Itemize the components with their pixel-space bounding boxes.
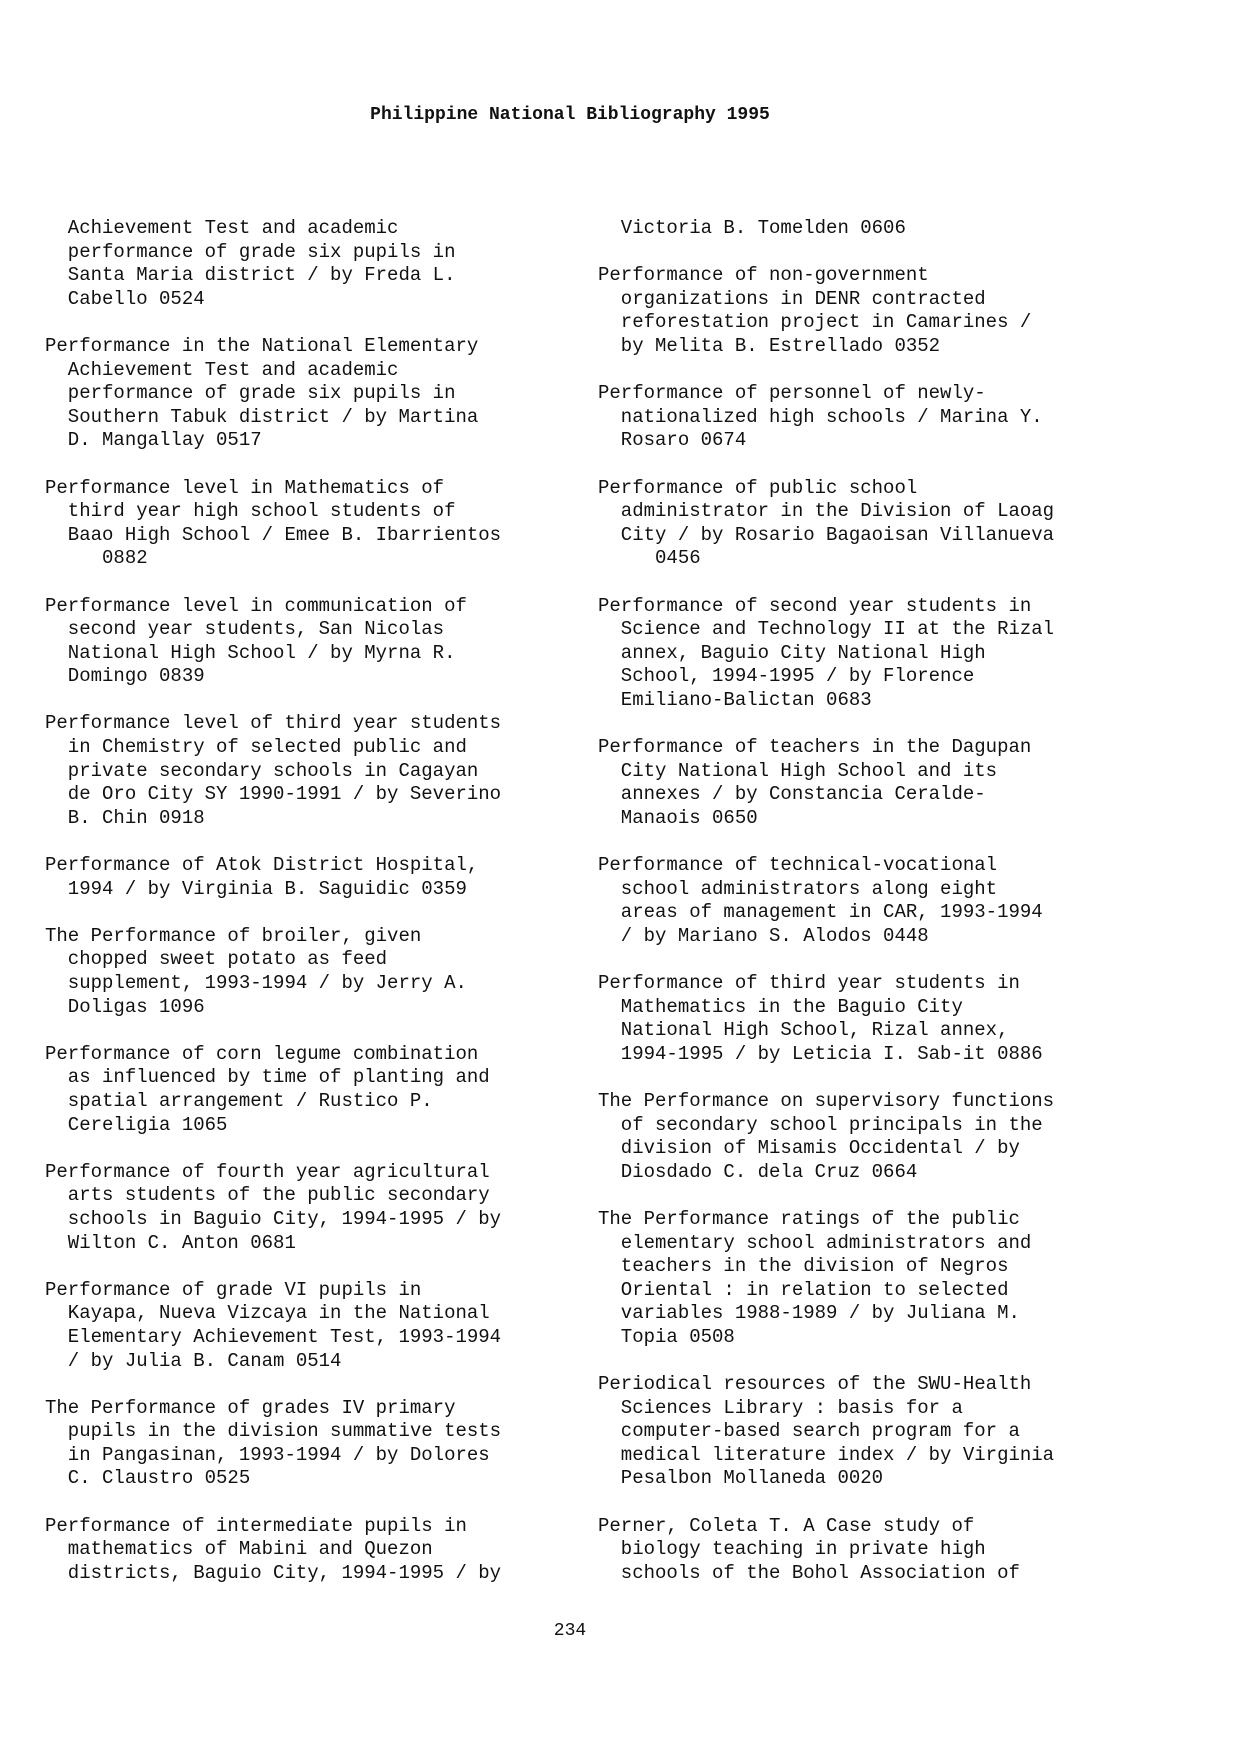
entry-line: schools in Baguio City, 1994-1995 / by — [45, 1207, 502, 1230]
entry-line: Performance of third year students in — [598, 972, 1020, 994]
entry-line: Performance of grade VI pupils in — [45, 1278, 422, 1301]
entry-line: School, 1994-1995 / by Florence — [598, 665, 975, 688]
entry-line: Kayapa, Nueva Vizcaya in the National — [45, 1302, 490, 1325]
entry-line: 1994 / by Virginia B. Saguidic 0359 — [45, 877, 467, 900]
bibliography-entry — [598, 217, 1138, 241]
entry-line: Performance of intermediate pupils in — [45, 1514, 467, 1537]
entry-line: 1994-1995 / by Leticia I. Sab-it 0886 — [598, 1042, 1043, 1065]
entry-line: school administrators along eight — [598, 877, 998, 900]
entry-line: Victoria B. Tomelden 0606 — [598, 217, 906, 239]
entry-line: / by Julia B. Canam 0514 — [45, 1349, 342, 1372]
entry-line: Rosaro 0674 — [598, 429, 747, 452]
bibliography-entry — [45, 1161, 585, 1255]
bibliography-entry — [45, 1279, 585, 1373]
entry-line: City / by Rosario Bagaoisan Villanueva — [598, 523, 1055, 546]
entry-line: Santa Maria district / by Freda L. — [45, 264, 456, 287]
entry-line: pupils in the division summative tests — [45, 1420, 502, 1443]
entry-line: Performance of teachers in the Dagupan — [598, 736, 1032, 759]
bibliography-entry — [45, 335, 585, 453]
entry-line: chopped sweet potato as feed — [45, 948, 388, 971]
entry-line: annexes / by Constancia Ceralde- — [598, 783, 986, 806]
entry-line: medical literature index / by Virginia — [598, 1443, 1055, 1466]
entry-line: D. Mangallay 0517 — [45, 429, 262, 452]
bibliography-entry — [598, 477, 1138, 571]
entry-line: Perner, Coleta T. A Case study of — [598, 1514, 975, 1537]
entry-line: Performance of technical-vocational — [598, 854, 998, 877]
entry-line: division of Misamis Occidental / by — [598, 1137, 1020, 1160]
entry-line: Achievement Test and academic — [45, 358, 399, 381]
entry-line: elementary school administrators and — [598, 1231, 1032, 1254]
bibliography-entry — [45, 854, 585, 901]
entry-line: Cabello 0524 — [45, 287, 205, 310]
entry-line: Achievement Test and academic — [45, 217, 399, 239]
entry-line: performance of grade six pupils in — [45, 382, 456, 405]
entry-line: Performance of Atok District Hospital, — [45, 854, 479, 877]
entry-line: Doligas 1096 — [45, 995, 205, 1018]
entry-line: National High School, Rizal annex, — [598, 1019, 1009, 1042]
entry-line: biology teaching in private high — [598, 1538, 986, 1561]
entry-line: The Performance of broiler, given — [45, 924, 422, 947]
entry-line: Periodical resources of the SWU-Health — [598, 1373, 1032, 1396]
entry-line: Manaois 0650 — [598, 806, 758, 829]
bibliography-entry — [598, 736, 1138, 830]
entry-line: The Performance ratings of the public — [598, 1207, 1020, 1230]
entry-line: C. Claustro 0525 — [45, 1467, 251, 1490]
bibliography-entry — [598, 1208, 1138, 1350]
entry-line: administrator in the Division of Laoag — [598, 500, 1055, 523]
entry-line: Performance of public school — [598, 476, 918, 499]
bibliography-entry — [45, 1043, 585, 1137]
entry-line: National High School / by Myrna R. — [45, 641, 456, 664]
entry-line: Performance in the National Elementary — [45, 334, 479, 357]
entry-line: schools of the Bohol Association of — [598, 1561, 1020, 1584]
bibliography-entry — [598, 1373, 1138, 1491]
bibliography-entry — [45, 595, 585, 689]
bibliography-entry — [598, 264, 1138, 358]
entry-line: Baao High School / Emee B. Ibarrientos — [45, 523, 502, 546]
entry-line: Sciences Library : basis for a — [598, 1396, 963, 1419]
entry-line: Performance of non-government — [598, 264, 929, 287]
entry-line: Performance of second year students in — [598, 594, 1032, 617]
page-number: 234 — [553, 1621, 587, 1641]
entry-line: Performance level of third year students — [45, 712, 502, 735]
entry-line: B. Chin 0918 — [45, 806, 205, 829]
entry-line: Performance level in Mathematics of — [45, 476, 445, 499]
entry-line: 0882 — [45, 547, 148, 570]
bibliography-entry — [45, 1515, 585, 1586]
bibliography-entry — [598, 972, 1138, 1066]
bibliography-entry — [45, 925, 585, 1019]
bibliography-entry — [45, 712, 585, 830]
entry-line: The Performance on supervisory functions — [598, 1089, 1055, 1112]
entry-line: de Oro City SY 1990-1991 / by Severino — [45, 783, 502, 806]
entry-line: arts students of the public secondary — [45, 1184, 490, 1207]
bibliography-entry — [598, 382, 1138, 453]
bibliography-entry — [598, 595, 1138, 713]
entry-line: Wilton C. Anton 0681 — [45, 1231, 296, 1254]
entry-line: of secondary school principals in the — [598, 1113, 1043, 1136]
entry-line: Pesalbon Mollaneda 0020 — [598, 1467, 884, 1490]
entry-line: supplement, 1993-1994 / by Jerry A. — [45, 972, 467, 994]
entry-line: areas of management in CAR, 1993-1994 — [598, 901, 1043, 924]
entry-line: Performance of corn legume combination — [45, 1042, 479, 1065]
entry-line: as influenced by time of planting and — [45, 1066, 490, 1089]
entry-line: Performance of fourth year agricultural — [45, 1160, 490, 1183]
entry-line: third year high school students of — [45, 500, 456, 523]
entry-line: teachers in the division of Negros — [598, 1255, 1009, 1278]
right-column — [598, 217, 1138, 1609]
entry-line: Science and Technology II at the Rizal — [598, 618, 1055, 641]
entry-line: in Chemistry of selected public and — [45, 736, 467, 759]
entry-line: Cereligia 1065 — [45, 1113, 228, 1136]
bibliography-entry — [45, 477, 585, 571]
entry-line: computer-based search program for a — [598, 1420, 1020, 1443]
entry-line: annex, Baguio City National High — [598, 641, 986, 664]
entry-line: Performance of personnel of newly- — [598, 382, 986, 405]
entry-line: private secondary schools in Cagayan — [45, 759, 479, 782]
entry-line: Domingo 0839 — [45, 665, 205, 688]
entry-line: Elementary Achievement Test, 1993-1994 — [45, 1325, 502, 1348]
entry-line: Performance level in communication of — [45, 594, 467, 617]
entry-line: districts, Baguio City, 1994-1995 / by — [45, 1561, 502, 1584]
entry-line: reforestation project in Camarines / — [598, 311, 1032, 334]
entry-line: organizations in DENR contracted — [598, 287, 986, 310]
bibliography-entry — [45, 217, 585, 311]
entry-line: Diosdado C. dela Cruz 0664 — [598, 1160, 918, 1183]
entry-line: City National High School and its — [598, 759, 998, 782]
entry-line: by Melita B. Estrellado 0352 — [598, 334, 941, 357]
bibliography-entry — [598, 1515, 1138, 1586]
entry-line: mathematics of Mabini and Quezon — [45, 1538, 433, 1561]
entry-line: Oriental : in relation to selected — [598, 1278, 1009, 1301]
left-column — [45, 217, 585, 1609]
entry-line: / by Mariano S. Alodos 0448 — [598, 924, 929, 947]
entry-line: second year students, San Nicolas — [45, 618, 445, 641]
entry-line: spatial arrangement / Rustico P. — [45, 1089, 433, 1112]
bibliography-entry — [598, 854, 1138, 948]
entry-line: Southern Tabuk district / by Martina — [45, 405, 479, 428]
entry-line: variables 1988-1989 / by Juliana M. — [598, 1302, 1020, 1325]
bibliography-entry — [45, 1397, 585, 1491]
entry-line: 0456 — [598, 547, 701, 570]
entry-line: Mathematics in the Baguio City — [598, 995, 963, 1018]
entry-line: The Performance of grades IV primary — [45, 1396, 456, 1419]
entry-line: performance of grade six pupils in — [45, 240, 456, 263]
bibliography-entry — [598, 1090, 1138, 1184]
entry-line: nationalized high schools / Marina Y. — [598, 405, 1043, 428]
entry-line: Emiliano-Balictan 0683 — [598, 688, 872, 711]
entry-line: in Pangasinan, 1993-1994 / by Dolores — [45, 1443, 490, 1466]
entry-line: Topia 0508 — [598, 1325, 735, 1348]
page-title: Philippine National Bibliography 1995 — [370, 105, 770, 125]
